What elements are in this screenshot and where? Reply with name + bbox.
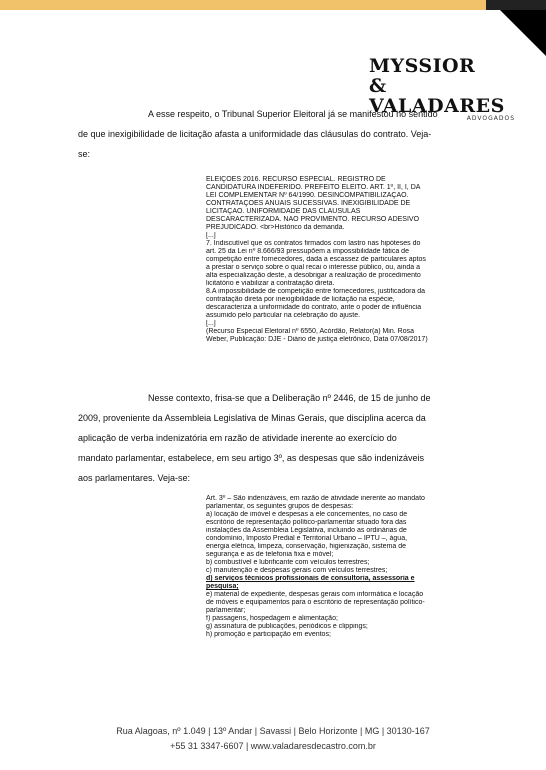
quote-line: e) material de expediente, despesas gerais com informática e locação <box>206 591 424 598</box>
paragraph-2-line: aplicação de verba indenizatória em razão de atividade inerente ao exercício do <box>78 433 397 443</box>
quote-line: energia elétrica, limpeza, conservação, higienização, sistema de <box>206 543 406 550</box>
paragraph-2-line: Nesse contexto, frisa-se que a Deliberação nº 2446, de 15 de junho de <box>148 393 431 403</box>
logo-line-2: & VALADARES <box>369 75 505 117</box>
quote-line: LICITAÇÃO. UNIFORMIDADE DAS CLÁUSULAS <box>206 208 361 215</box>
quote-line: Art. 3º – São indenizáveis, em razão de atividade inerente ao mandato <box>206 495 425 502</box>
paragraph-2 <box>78 388 468 488</box>
paragraph-1-line: de que inexigibilidade de licitação afasta a uniformidade das cláusulas do contrato. Veja- <box>78 129 432 139</box>
logo-line-1: MYSSIOR <box>369 55 476 77</box>
quote-line: licitatório e viabilizar a contratação direta. <box>206 280 335 287</box>
quote-line: g) assinatura de publicações, periódicos e clippings; <box>206 623 368 630</box>
quote-line: parlamentar; <box>206 607 246 614</box>
paragraph-2-line: 2009, proveniente da Assembleia Legislativa de Minas Gerais, que disciplina acerca da <box>78 413 426 423</box>
quote-line: art. 25 da Lei nº 8.666/93 pressupõem a impossibilidade fática de <box>206 248 409 255</box>
quote-line: b) combustível e lubrificante com veículos terrestres; <box>206 559 370 566</box>
quote-line: a prestar o serviço sobre o qual recai o interesse público, ou, ainda a <box>206 264 421 271</box>
paragraph-2-line: mandato parlamentar, estabelece, em seu artigo 3º, as despesas que são indenizáveis <box>78 453 424 463</box>
quote-line: competição entre fornecedores, dada a escassez de particulares aptos <box>206 256 426 263</box>
quote-line: CANDIDATURA INDEFERIDO. PREFEITO ELEITO. ART. 1º, II, I, DA <box>206 184 421 191</box>
paragraph-1 <box>78 104 468 164</box>
quote-line: (Recurso Especial Eleitoral nº 6550, Acórdão, Relator(a) Min. Rosa <box>206 328 414 335</box>
quote-line: alta especialização deste, a desobrigar a realização de procedimento <box>206 272 421 279</box>
quote-line: assumido pelo particular na celebração do ajuste. <box>206 312 361 319</box>
quote-line: contratação direta por inexigibilidade de licitação na espécie, <box>206 296 395 303</box>
quote-line: instalações da Assembleia Legislativa, incluindo as ordinárias de <box>206 527 407 534</box>
quote-line: Weber, Publicação: DJE - Diário de justiça eletrônico, Data 07/08/2017) <box>206 336 428 343</box>
quote-line: DESCARACTERIZADA. NÃO PROVIMENTO. RECURSO ADESIVO <box>206 216 420 223</box>
quote-line: condomínio, Imposto Predial e Territorial Urbano – IPTU –, água, <box>206 535 408 542</box>
court-citation-quote <box>206 176 468 344</box>
paragraph-1-line: A esse respeito, o Tribunal Superior Eleitoral já se manifestou no sentido <box>148 109 438 119</box>
quote-line: PREJUDICADO. <br>Histórico da demanda. <box>206 224 345 231</box>
header-accent-bar <box>0 0 546 10</box>
deliberation-article-quote <box>206 495 468 639</box>
quote-line: escritório de representação político-parlamentar situado fora das <box>206 519 407 526</box>
header-corner-triangle <box>500 10 546 56</box>
quote-line: CONTRATAÇÕES ANUAIS SUCESSIVAS. INEXIGIBILIDADE DE <box>206 200 411 207</box>
quote-line: 7. Indiscutível que os contratos firmados com lastro nas hipóteses do <box>206 240 421 247</box>
quote-line: a) locação de imóvel e despesas a ele concernentes, no caso de <box>206 511 408 518</box>
quote-line: [...] <box>206 232 216 239</box>
quote-line: f) passagens, hospedagem e alimentação; <box>206 615 338 622</box>
quote-line: [...] <box>206 320 216 327</box>
quote-line: descaracteriza a uniformidade do contrato, ante o poder de influência <box>206 304 422 311</box>
quote-line: c) manutenção e despesas gerais com veículos terrestres; <box>206 567 388 574</box>
paragraph-2-line: aos parlamentares. Veja-se: <box>78 473 191 483</box>
footer-contact: +55 31 3347-6607 | www.valadaresdecastro.com.br <box>170 741 376 751</box>
quote-line-highlighted: pesquisa; <box>206 583 239 590</box>
quote-line: ELEIÇÕES 2016. RECURSO ESPECIAL. REGISTRO DE <box>206 176 386 183</box>
footer-address: Rua Alagoas, nº 1.049 | 13º Andar | Savassi | Belo Horizonte | MG | 30130-167 <box>116 726 430 736</box>
header-dark-bar <box>486 0 546 10</box>
quote-line: de móveis e equipamentos para o escritório de representação político- <box>206 599 425 606</box>
quote-line: LEI COMPLEMENTAR Nº 64/1990. DESINCOMPATIBILIZAÇÃO. <box>206 192 409 199</box>
quote-line: segurança e as de telefonia fixa e móvel; <box>206 551 334 558</box>
quote-line: h) promoção e participação em eventos; <box>206 631 331 638</box>
paragraph-1-line: se: <box>78 149 91 159</box>
quote-line-highlighted: d) serviços técnicos profissionais de consultoria, assessoria e <box>206 575 415 582</box>
page-footer <box>0 724 546 754</box>
quote-line: parlamentar, os seguintes grupos de despesas: <box>206 503 354 510</box>
quote-line: 8.A impossibilidade de competição entre fornecedores, justificadora da <box>206 288 426 295</box>
logo-line-3: ADVOGADOS <box>466 115 515 122</box>
